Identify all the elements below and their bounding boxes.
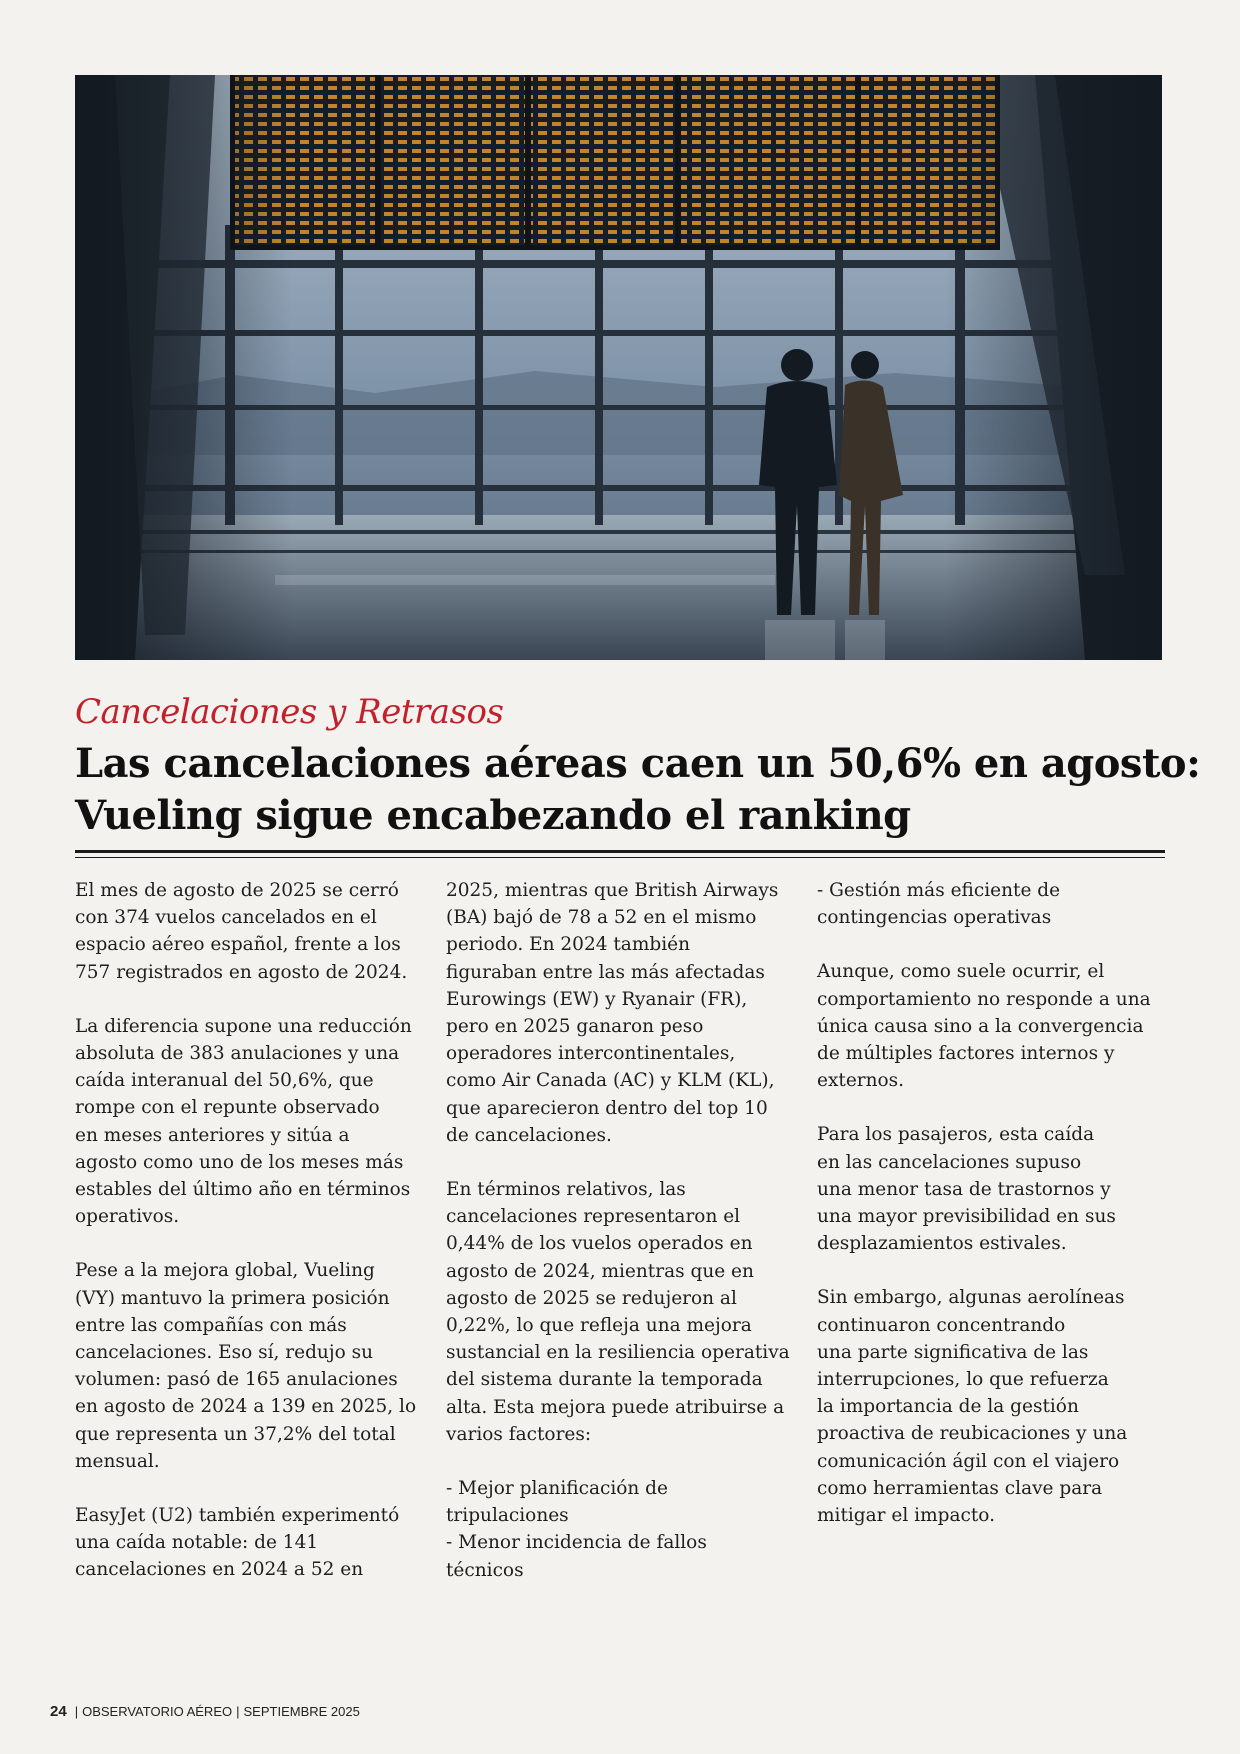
page-number: 24 xyxy=(50,1703,67,1720)
article-column-1 xyxy=(75,877,425,1611)
text-line: de cancelaciones. xyxy=(446,1124,612,1146)
text-line: en meses anteriores y sitúa a xyxy=(75,1124,350,1146)
text-line: la importancia de la gestión xyxy=(817,1396,1079,1418)
article-paragraph xyxy=(817,1121,1167,1257)
text-line: 2025, mientras que British Airways xyxy=(446,880,779,901)
text-line: 0,44% de los vuelos operados en xyxy=(446,1233,753,1255)
text-line: cancelaciones. Eso sí, redujo su xyxy=(75,1342,373,1364)
article-paragraph xyxy=(75,1502,425,1584)
text-line: En términos relativos, las xyxy=(446,1179,686,1201)
footer-separator: | xyxy=(236,1704,240,1719)
text-line: (BA) bajó de 78 a 52 en el mismo xyxy=(446,907,757,929)
text-line: en las cancelaciones supuso xyxy=(817,1151,1082,1173)
hero-photo xyxy=(75,75,1162,660)
text-line: - Gestión más eficiente de xyxy=(817,880,1061,901)
article-paragraph xyxy=(446,1475,796,1584)
text-line: técnicos xyxy=(446,1559,524,1581)
text-line: 0,22%, lo que refleja una mejora xyxy=(446,1315,752,1337)
text-line: periodo. En 2024 también xyxy=(446,934,690,956)
text-line: en agosto de 2024 a 139 en 2025, lo xyxy=(75,1396,417,1418)
text-line: contingencias operativas xyxy=(817,907,1052,929)
airport-departures-photo xyxy=(75,75,1162,660)
headline-line: Las cancelaciones aéreas caen un 50,6% en agosto: xyxy=(75,740,1201,787)
text-line: mensual. xyxy=(75,1450,160,1472)
text-line: sustancial en la resiliencia operativa xyxy=(446,1342,790,1364)
text-line: agosto de 2024, mientras que en xyxy=(446,1260,754,1282)
text-line: del sistema durante la temporada xyxy=(446,1369,763,1391)
text-line: El mes de agosto de 2025 se cerró xyxy=(75,880,399,901)
text-line: operativos. xyxy=(75,1206,180,1228)
text-line: continuaron concentrando xyxy=(817,1314,1066,1336)
text-line: EasyJet (U2) también experimentó xyxy=(75,1505,400,1527)
text-line: una caída notable: de 141 xyxy=(75,1532,319,1554)
text-line: como Air Canada (AC) y KLM (KL), xyxy=(446,1070,775,1092)
article-headline xyxy=(75,738,1201,842)
publication-name: OBSERVATORIO AÉREO xyxy=(82,1704,233,1719)
article-paragraph xyxy=(75,1013,425,1231)
article-column-3 xyxy=(817,877,1167,1556)
text-line: caída interanual del 50,6%, que xyxy=(75,1070,374,1092)
text-line: Eurowings (EW) y Ryanair (FR), xyxy=(446,988,748,1010)
text-line: una mayor previsibilidad en sus xyxy=(817,1206,1116,1228)
text-line: Pese a la mejora global, Vueling xyxy=(75,1260,375,1282)
headline-rule xyxy=(75,850,1165,853)
text-line: tripulaciones xyxy=(446,1505,569,1527)
article-paragraph xyxy=(75,877,425,986)
text-line: (VY) mantuvo la primera posición xyxy=(75,1287,390,1309)
article-column-2 xyxy=(446,877,796,1611)
text-line: comunicación ágil con el viajero xyxy=(817,1450,1120,1472)
text-line: absoluta de 383 anulaciones y una xyxy=(75,1043,400,1065)
text-line: estables del último año en términos xyxy=(75,1179,411,1201)
text-line: - Mejor planificación de xyxy=(446,1478,668,1500)
text-line: alta. Esta mejora puede atribuirse a xyxy=(446,1396,785,1418)
text-line: que aparecieron dentro del top 10 xyxy=(446,1097,768,1119)
text-line: espacio aéreo español, frente a los xyxy=(75,934,401,956)
section-kicker: Cancelaciones y Retrasos xyxy=(75,692,504,732)
text-line: Aunque, como suele ocurrir, el xyxy=(817,961,1105,983)
text-line: operadores intercontinentales, xyxy=(446,1043,736,1065)
text-line: como herramientas clave para xyxy=(817,1477,1103,1499)
headline-line: Vueling sigue encabezando el ranking xyxy=(75,792,911,839)
text-line: una menor tasa de trastornos y xyxy=(817,1178,1111,1200)
footer-separator: | xyxy=(74,1704,79,1719)
text-line: proactiva de reubicaciones y una xyxy=(817,1423,1128,1445)
article-paragraph xyxy=(446,1176,796,1448)
text-line: La diferencia supone una reducción xyxy=(75,1015,412,1037)
text-line: de múltiples factores internos y xyxy=(817,1043,1115,1065)
text-line: agosto de 2025 se redujeron al xyxy=(446,1287,737,1309)
text-line: desplazamientos estivales. xyxy=(817,1233,1067,1255)
text-line: figuraban entre las más afectadas xyxy=(446,961,765,983)
article-paragraph xyxy=(817,1284,1167,1529)
text-line: que representa un 37,2% del total xyxy=(75,1423,396,1445)
text-line: entre las compañías con más xyxy=(75,1314,347,1336)
text-line: cancelaciones en 2024 a 52 en xyxy=(75,1559,364,1581)
text-line: externos. xyxy=(817,1070,905,1092)
text-line: Sin embargo, algunas aerolíneas xyxy=(817,1287,1125,1309)
text-line: agosto como uno de los meses más xyxy=(75,1151,404,1173)
text-line: cancelaciones representaron el xyxy=(446,1206,741,1228)
article-paragraph xyxy=(446,877,796,1149)
text-line: varios factores: xyxy=(446,1423,592,1445)
text-line: una parte significativa de las xyxy=(817,1341,1089,1363)
text-line: 757 registrados en agosto de 2024. xyxy=(75,961,408,983)
article-paragraph xyxy=(817,958,1167,1094)
text-line: única causa sino a la convergencia xyxy=(817,1015,1144,1037)
article-paragraph xyxy=(817,877,1167,931)
article-paragraph xyxy=(75,1257,425,1475)
text-line: rompe con el repunte observado xyxy=(75,1097,380,1119)
headline-rule-thin xyxy=(75,857,1165,858)
text-line: pero en 2025 ganaron peso xyxy=(446,1016,704,1038)
text-line: volumen: pasó de 165 anulaciones xyxy=(75,1369,398,1391)
text-line: - Menor incidencia de fallos xyxy=(446,1532,707,1554)
text-line: con 374 vuelos cancelados en el xyxy=(75,907,377,929)
issue-date: SEPTIEMBRE 2025 xyxy=(243,1704,360,1719)
text-line: interrupciones, lo que refuerza xyxy=(817,1369,1109,1391)
page-footer xyxy=(50,1703,360,1720)
text-line: comportamiento no responde a una xyxy=(817,988,1151,1010)
text-line: mitigar el impacto. xyxy=(817,1505,995,1527)
text-line: Para los pasajeros, esta caída xyxy=(817,1124,1095,1146)
